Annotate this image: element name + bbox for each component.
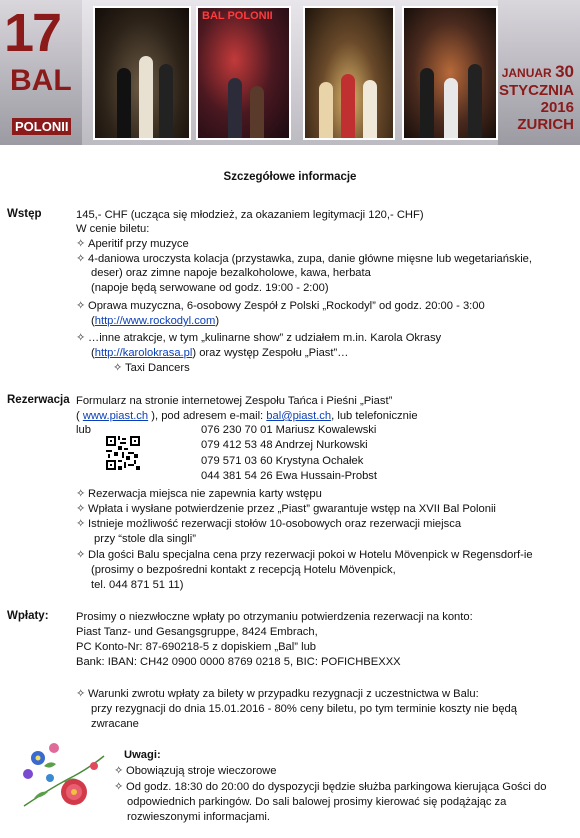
ticket-includes: W cenie biletu:: [76, 223, 150, 235]
banner-right-panel: [498, 0, 580, 145]
list-item: ✧ Warunki zwrotu wpłaty za bilety w przypadku rezygnacji z uczestnictwa w Balu:: [76, 688, 479, 700]
banner-left-panel: [0, 0, 82, 145]
list-item-cont: (http://www.rockodyl.com): [91, 315, 220, 327]
list-item: ✧ …inne atrakcje, w tym „kulinarne show” z udziałem m.in. Karola Okrasy: [76, 332, 442, 344]
list-item: ✧ 4-daniowa uroczysta kolacja (przystawka, zupa, danie główne mięsne lub wegetariańskie,: [76, 253, 533, 265]
list-item-cont: deser) oraz zimne napoje bezalkoholowe, kawa, herbata: [91, 267, 371, 279]
piast-website-link[interactable]: www.piast.ch: [82, 410, 149, 422]
list-item: ✧ Obowiązują stroje wieczorowe: [114, 765, 277, 777]
lub-text: lub: [76, 424, 91, 436]
event-date: [499, 62, 574, 133]
list-item: ✧ Aperitif przy muzyce: [76, 238, 189, 250]
photo-folk-dance: [303, 6, 395, 140]
photo-sign: BAL POLONII: [202, 10, 273, 22]
list-item: ✧ Dla gości Balu specjalna cena przy rezerwacji pokoi w Hotelu Mövenpick w Regensdorf-ie: [76, 549, 533, 561]
section-label-uwagi: Uwagi:: [124, 749, 161, 761]
ticket-price: 145,- CHF (ucząca się młodzież, za okazaniem legitymacji 120,- CHF): [76, 209, 424, 221]
list-item-cont: (prosimy o bezpośredni kontakt z recepcją Hotelu Mövenpick,: [91, 564, 396, 576]
list-item: ✧ Wpłata i wysłane potwierdzenie przez „Piast” gwarantuje wstęp na XVII Bal Polonii: [76, 503, 496, 515]
list-item: ✧ Oprawa muzyczna, 6-osobowy Zespół z Polski „Rockodyl” od godz. 20:00 - 3:00: [76, 300, 485, 312]
section-label-wplaty: Wpłaty:: [7, 610, 49, 622]
payment-account-holder: Piast Tanz- und Gesangsgruppe, 8424 Embrach,: [76, 626, 318, 638]
date-year: 2016: [540, 99, 574, 116]
photo-dancers: [93, 6, 191, 140]
phone-contact: 079 412 53 48 Andrzej Nurkowski: [201, 439, 368, 451]
list-item-cont: rozwieszonymi informacjami.: [127, 811, 270, 823]
list-item-cont: (napoje będą serwowane od godz. 19:00 - 2:00): [91, 282, 329, 294]
page-title: Szczegółowe informacje: [223, 171, 357, 183]
flower-decoration-icon: [14, 736, 110, 816]
date-month-pl: STYCZNIA: [499, 82, 574, 99]
phone-contact: 076 230 70 01 Mariusz Kowalewski: [201, 424, 377, 436]
list-item: ✧ Od godz. 18:30 do 20:00 do dyspozycji będzie służba parkingowa kierująca Gości do: [114, 781, 547, 793]
phone-contact: 079 571 03 60 Krystyna Ochałek: [201, 455, 364, 467]
qr-code-icon: [106, 436, 140, 470]
payment-bank: Bank: IBAN: CH42 0900 0000 8769 0218 5, BIC: POFICHBEXXX: [76, 656, 401, 668]
date-day: 30: [555, 62, 574, 81]
list-item-cont: przy rezygnacji do dnia 15.01.2016 - 80% ceny biletu, po tym terminie koszty nie będą: [91, 703, 517, 715]
reservation-contact-line: ( www.piast.ch ), pod adresem e-mail: bal@piast.ch, lub telefonicznie: [76, 410, 418, 422]
list-item-cont: (http://karolokrasa.pl) oraz występ Zespołu „Piast”…: [91, 347, 349, 359]
payment-text: Prosimy o niezwłoczne wpłaty po otrzymaniu potwierdzenia rezerwacji na konto:: [76, 611, 473, 623]
email-link[interactable]: bal@piast.ch: [266, 410, 332, 422]
list-item-cont: tel. 044 871 51 11): [91, 579, 184, 591]
photo-stage: [402, 6, 498, 140]
section-label-rezerwacja: Rezerwacja: [7, 394, 70, 406]
list-item-cont: przy “stole dla singli”: [94, 533, 196, 545]
list-item-cont: zwracane: [91, 718, 139, 730]
list-item: ✧ Rezerwacja miejsca nie zapewnia karty wstępu: [76, 488, 322, 500]
karolokrasa-link[interactable]: http://karolokrasa.pl: [94, 347, 193, 359]
date-month-de: JANUAR: [501, 66, 552, 80]
section-label-wstep: Wstęp: [7, 208, 42, 220]
date-city: ZURICH: [517, 116, 574, 133]
list-item: ✧ Taxi Dancers: [113, 362, 190, 374]
payment-pc-konto: PC Konto-Nr: 87-690218-5 z dopiskiem „Bal” lub: [76, 641, 317, 653]
rockodyl-link[interactable]: http://www.rockodyl.com: [94, 315, 216, 327]
phone-contact: 044 381 54 26 Ewa Hussain-Probst: [201, 470, 378, 482]
list-item: ✧ Istnieje możliwość rezerwacji stołów 10-osobowych oraz rezerwacji miejsca: [76, 518, 462, 530]
banner-number: 17: [4, 3, 61, 63]
list-item-cont: odpowiednich parkingów. Do sali balowej prosimy kierować się podążając za: [127, 796, 507, 808]
banner-polonii: POLONII: [12, 118, 71, 135]
banner-bal: BAL: [10, 64, 72, 97]
header-banner: [0, 0, 580, 145]
reservation-form-text: Formularz na stronie internetowej Zespołu Tańca i Pieśni „Piast”: [76, 395, 393, 407]
photo-band: [196, 6, 291, 140]
